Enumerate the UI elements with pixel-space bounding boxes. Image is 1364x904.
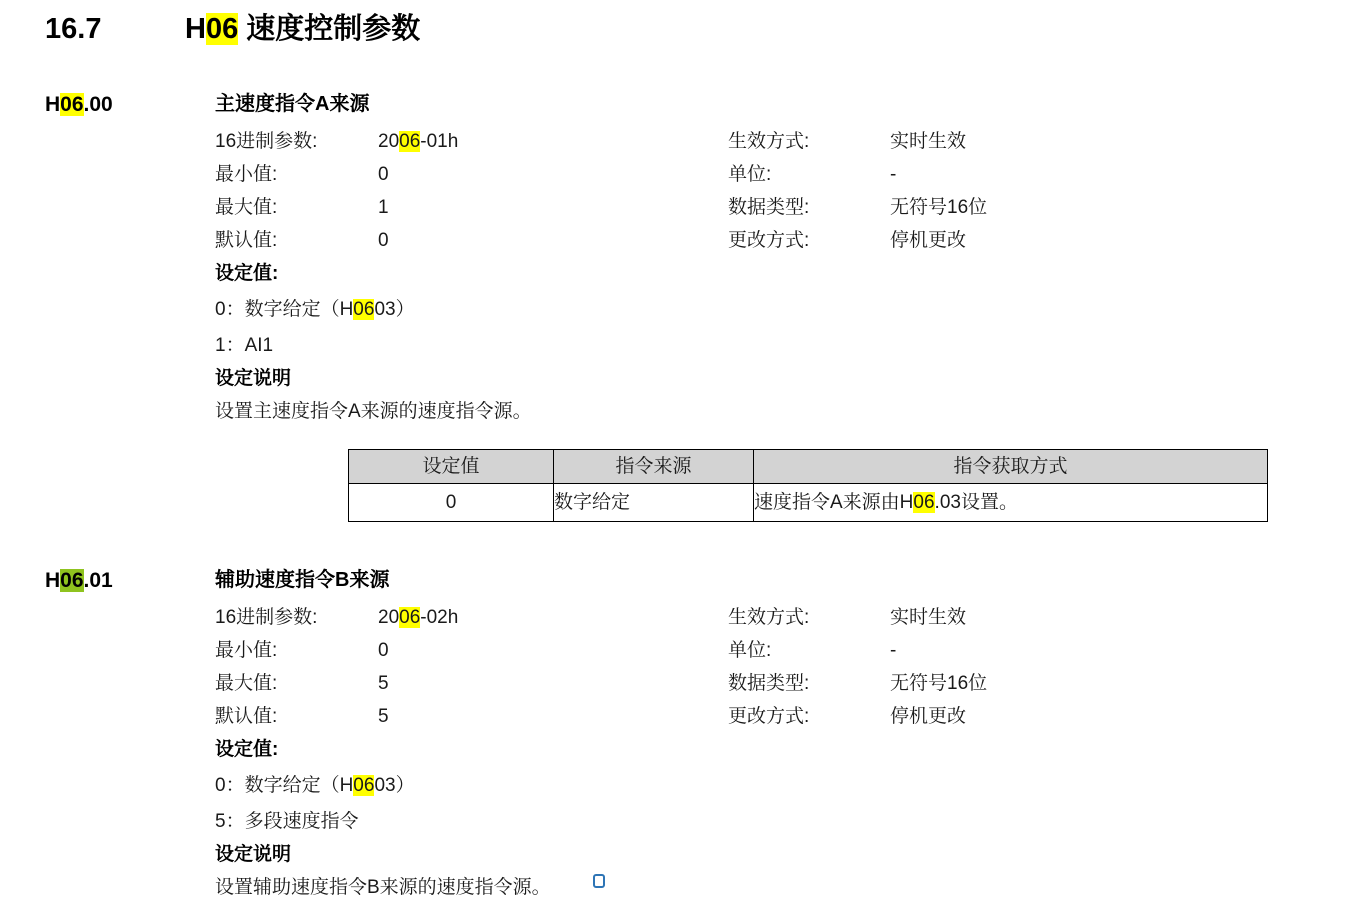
effect-mode-value: 实时生效: [890, 607, 967, 628]
min-label: 最小值:: [215, 164, 278, 185]
title-text-post: 速度控制参数: [238, 13, 421, 45]
code-post: .01: [83, 569, 113, 592]
hex-param-value: [378, 125, 728, 158]
effect-mode-label: 生效方式:: [728, 131, 810, 152]
search-highlight: 06: [353, 299, 375, 320]
effect-mode-value: 实时生效: [890, 131, 967, 152]
unit-label: 单位:: [728, 164, 772, 185]
desc-heading: 设定说明: [215, 844, 292, 865]
hex-param-label: 16进制参数:: [215, 607, 318, 628]
unit-value: -: [890, 164, 897, 185]
min-label: 最小值:: [215, 640, 278, 661]
parameter-attributes: [215, 125, 1364, 257]
default-value: 5: [378, 706, 389, 727]
option-pre: 5：多段速度指令: [215, 811, 359, 832]
default-value: 0: [378, 230, 389, 251]
parameter-section-h06-00: [0, 91, 1364, 522]
section-number: 16.7: [45, 13, 102, 45]
change-mode-value: 停机更改: [890, 230, 967, 251]
max-label: 最大值:: [215, 197, 278, 218]
parameter-content: [215, 567, 1364, 904]
min-value: 0: [378, 164, 389, 185]
option-1: [215, 329, 1364, 362]
hex-post: -02h: [420, 607, 459, 628]
max-value: 1: [378, 197, 389, 218]
change-mode-label: 更改方式:: [728, 230, 810, 251]
parameter-content: [215, 91, 1364, 522]
search-highlight: 06: [913, 492, 935, 513]
code-post: .00: [83, 93, 113, 116]
cutoff-blue-note-icon: [593, 874, 605, 888]
max-label: 最大值:: [215, 673, 278, 694]
parameter-section-h06-01: [0, 567, 1364, 904]
search-highlight: 06: [353, 775, 375, 796]
desc-text: 设置主速度指令A来源的速度指令源。: [215, 401, 532, 422]
th-cmd-source: 指令来源: [554, 450, 754, 484]
effect-mode-label: 生效方式:: [728, 607, 810, 628]
search-highlight: 06: [399, 607, 421, 628]
setvalue-heading: 设定值:: [215, 263, 279, 284]
datatype-label: 数据类型:: [728, 197, 810, 218]
min-value: 0: [378, 640, 389, 661]
th-set-value: 设定值: [349, 450, 554, 484]
max-value: 5: [378, 673, 389, 694]
search-highlight: 06: [205, 13, 239, 45]
datatype-value: 无符号16位: [890, 673, 988, 694]
desc-text: 设置辅助速度指令B来源的速度指令源。: [215, 877, 551, 898]
setvalue-heading: 设定值:: [215, 739, 279, 760]
option-pre: 0：数字给定（H: [215, 299, 354, 320]
table-row: [349, 484, 1268, 522]
default-label: 默认值:: [215, 706, 278, 727]
parameter-attributes: [215, 601, 1364, 733]
desc-heading: 设定说明: [215, 368, 292, 389]
hex-pre: 20: [378, 131, 400, 152]
datatype-label: 数据类型:: [728, 673, 810, 694]
title-text-pre: H: [185, 13, 206, 45]
datatype-value: 无符号16位: [890, 197, 988, 218]
th-cmd-method: 指令获取方式: [754, 450, 1268, 484]
code-pre: H: [45, 569, 61, 592]
option-pre: 0：数字给定（H: [215, 775, 354, 796]
option-pre: 1：AI1: [215, 335, 274, 356]
option-1: [215, 805, 1364, 838]
hex-post: -01h: [420, 131, 459, 152]
page-title: [0, 0, 1364, 49]
search-highlight: 06: [399, 131, 421, 152]
parameter-code: [0, 91, 215, 522]
parameter-heading: 主速度指令A来源: [215, 93, 370, 115]
search-highlight: 06: [60, 93, 84, 116]
parameter-heading: 辅助速度指令B来源: [215, 569, 390, 591]
option-0: [215, 769, 1364, 802]
cell-set-value: 0: [349, 484, 554, 522]
table-header-row: [349, 450, 1268, 484]
unit-label: 单位:: [728, 640, 772, 661]
method-post: .03设置。: [934, 492, 1018, 513]
cell-cmd-source: 数字给定: [554, 484, 754, 522]
unit-value: -: [890, 640, 897, 661]
default-label: 默认值:: [215, 230, 278, 251]
change-mode-label: 更改方式:: [728, 706, 810, 727]
option-post: 03）: [374, 775, 415, 796]
code-pre: H: [45, 93, 61, 116]
change-mode-value: 停机更改: [890, 706, 967, 727]
parameter-code: [0, 567, 215, 904]
method-pre: 速度指令A来源由H: [754, 492, 914, 513]
hex-param-value: [378, 601, 728, 634]
hex-pre: 20: [378, 607, 400, 628]
hex-param-label: 16进制参数:: [215, 131, 318, 152]
search-highlight-current: 06: [60, 569, 84, 592]
option-post: 03）: [374, 299, 415, 320]
section-title: [185, 9, 420, 49]
cell-cmd-method: [754, 484, 1268, 522]
option-0: [215, 293, 1364, 326]
setvalue-table: [348, 449, 1268, 522]
